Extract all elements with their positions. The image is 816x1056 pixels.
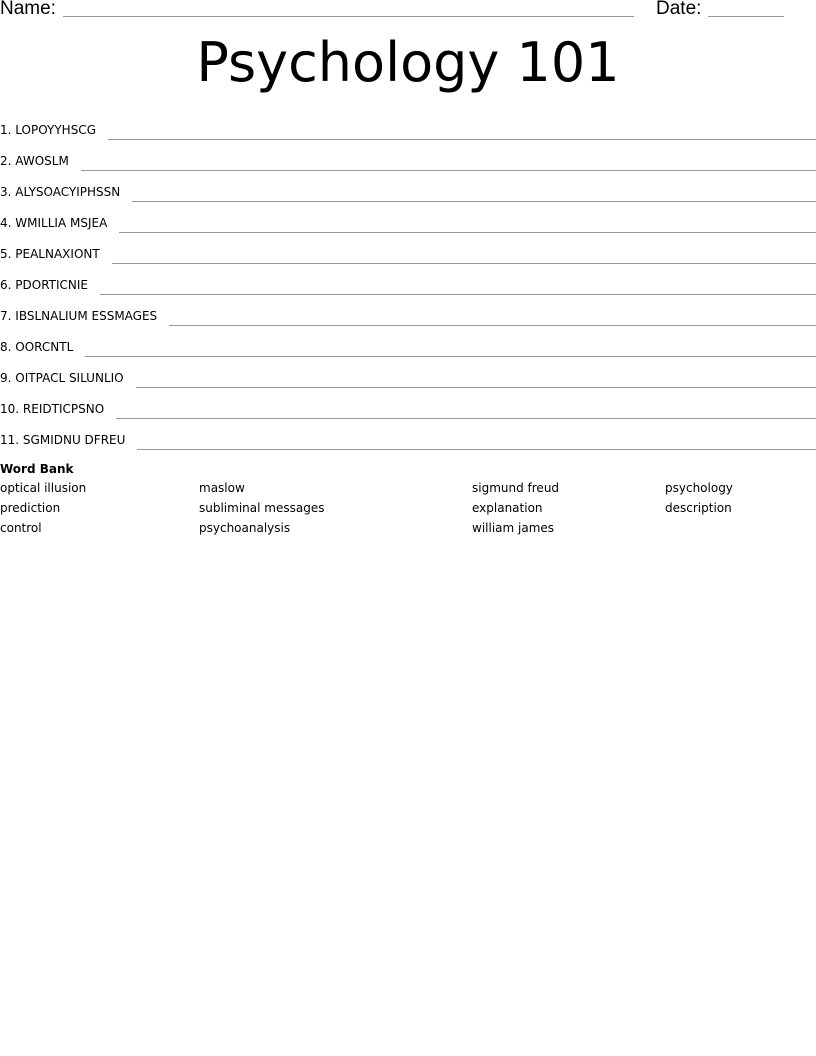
answer-line[interactable] — [169, 325, 816, 326]
page-title: Psychology 101 — [196, 31, 620, 94]
question-item — [0, 421, 816, 452]
answer-line[interactable] — [137, 449, 816, 450]
scrambled-word: WMILLIA MSJEA — [15, 216, 108, 230]
date-label: Date: — [656, 0, 702, 19]
answer-line[interactable] — [85, 356, 816, 357]
question-number: 8. — [0, 340, 12, 354]
scrambled-word: PDORTICNIE — [15, 278, 89, 292]
question-number: 11. — [0, 433, 20, 447]
word-bank-item: sigmund freud — [472, 481, 560, 495]
word-bank-item: explanation — [472, 501, 543, 515]
question-item — [0, 142, 816, 173]
word-bank-item: prediction — [0, 501, 61, 515]
word-bank-item: psychoanalysis — [199, 521, 291, 535]
scrambled-word: SGMIDNU DFREU — [22, 433, 126, 447]
word-bank-grid — [0, 478, 816, 538]
answer-line[interactable] — [116, 418, 816, 419]
scrambled-word: AWOSLM — [15, 154, 69, 168]
word-bank-item: william james — [472, 521, 555, 535]
question-item — [0, 297, 816, 328]
question-list — [0, 111, 816, 452]
question-item — [0, 328, 816, 359]
question-item — [0, 111, 816, 142]
question-label — [0, 277, 88, 297]
scrambled-word: LOPOYYHSCG — [15, 123, 96, 137]
question-label — [0, 401, 104, 421]
question-label — [0, 432, 125, 452]
scrambled-word: OORCNTL — [15, 340, 74, 354]
question-number: 2. — [0, 154, 12, 168]
word-bank-item: optical illusion — [0, 481, 87, 495]
word-bank-column — [665, 478, 733, 518]
question-label — [0, 370, 124, 390]
question-item — [0, 359, 816, 390]
question-number: 4. — [0, 216, 12, 230]
word-bank-column — [0, 478, 86, 538]
word-bank-title: Word Bank — [0, 462, 74, 476]
answer-line[interactable] — [108, 139, 816, 140]
question-item — [0, 390, 816, 421]
name-label: Name: — [0, 0, 56, 19]
question-label — [0, 184, 120, 204]
word-bank-item: description — [665, 501, 732, 515]
header-row — [0, 0, 816, 24]
question-number: 10. — [0, 402, 20, 416]
date-field[interactable] — [708, 16, 784, 17]
scrambled-word: PEALNAXIONT — [15, 247, 100, 261]
answer-line[interactable] — [132, 201, 816, 202]
word-bank — [0, 460, 816, 538]
question-item — [0, 173, 816, 204]
question-item — [0, 235, 816, 266]
answer-line[interactable] — [81, 170, 816, 171]
word-bank-item: maslow — [199, 481, 245, 495]
scrambled-word: OITPACL SILUNLIO — [15, 371, 124, 385]
word-bank-column — [472, 478, 559, 538]
answer-line[interactable] — [112, 263, 816, 264]
word-bank-item: psychology — [665, 481, 733, 495]
question-label — [0, 246, 100, 266]
scrambled-word: ALYSOACYIPHSSN — [15, 185, 121, 199]
scrambled-word: REIDTICPSNO — [22, 402, 105, 416]
question-item — [0, 266, 816, 297]
word-bank-column — [199, 478, 324, 538]
question-label — [0, 153, 69, 173]
question-number: 5. — [0, 247, 12, 261]
question-number: 6. — [0, 278, 12, 292]
word-bank-item: subliminal messages — [199, 501, 325, 515]
word-bank-item: control — [0, 521, 42, 535]
question-label — [0, 339, 73, 359]
question-item — [0, 204, 816, 235]
question-number: 7. — [0, 309, 12, 323]
question-label — [0, 308, 157, 328]
question-number: 3. — [0, 185, 12, 199]
scrambled-word: IBSLNALIUM ESSMAGES — [15, 309, 158, 323]
name-field[interactable] — [63, 16, 634, 17]
answer-line[interactable] — [100, 294, 816, 295]
question-number: 9. — [0, 371, 12, 385]
answer-line[interactable] — [119, 232, 816, 233]
question-number: 1. — [0, 123, 12, 137]
answer-line[interactable] — [136, 387, 816, 388]
question-label — [0, 215, 107, 235]
question-label — [0, 122, 96, 142]
